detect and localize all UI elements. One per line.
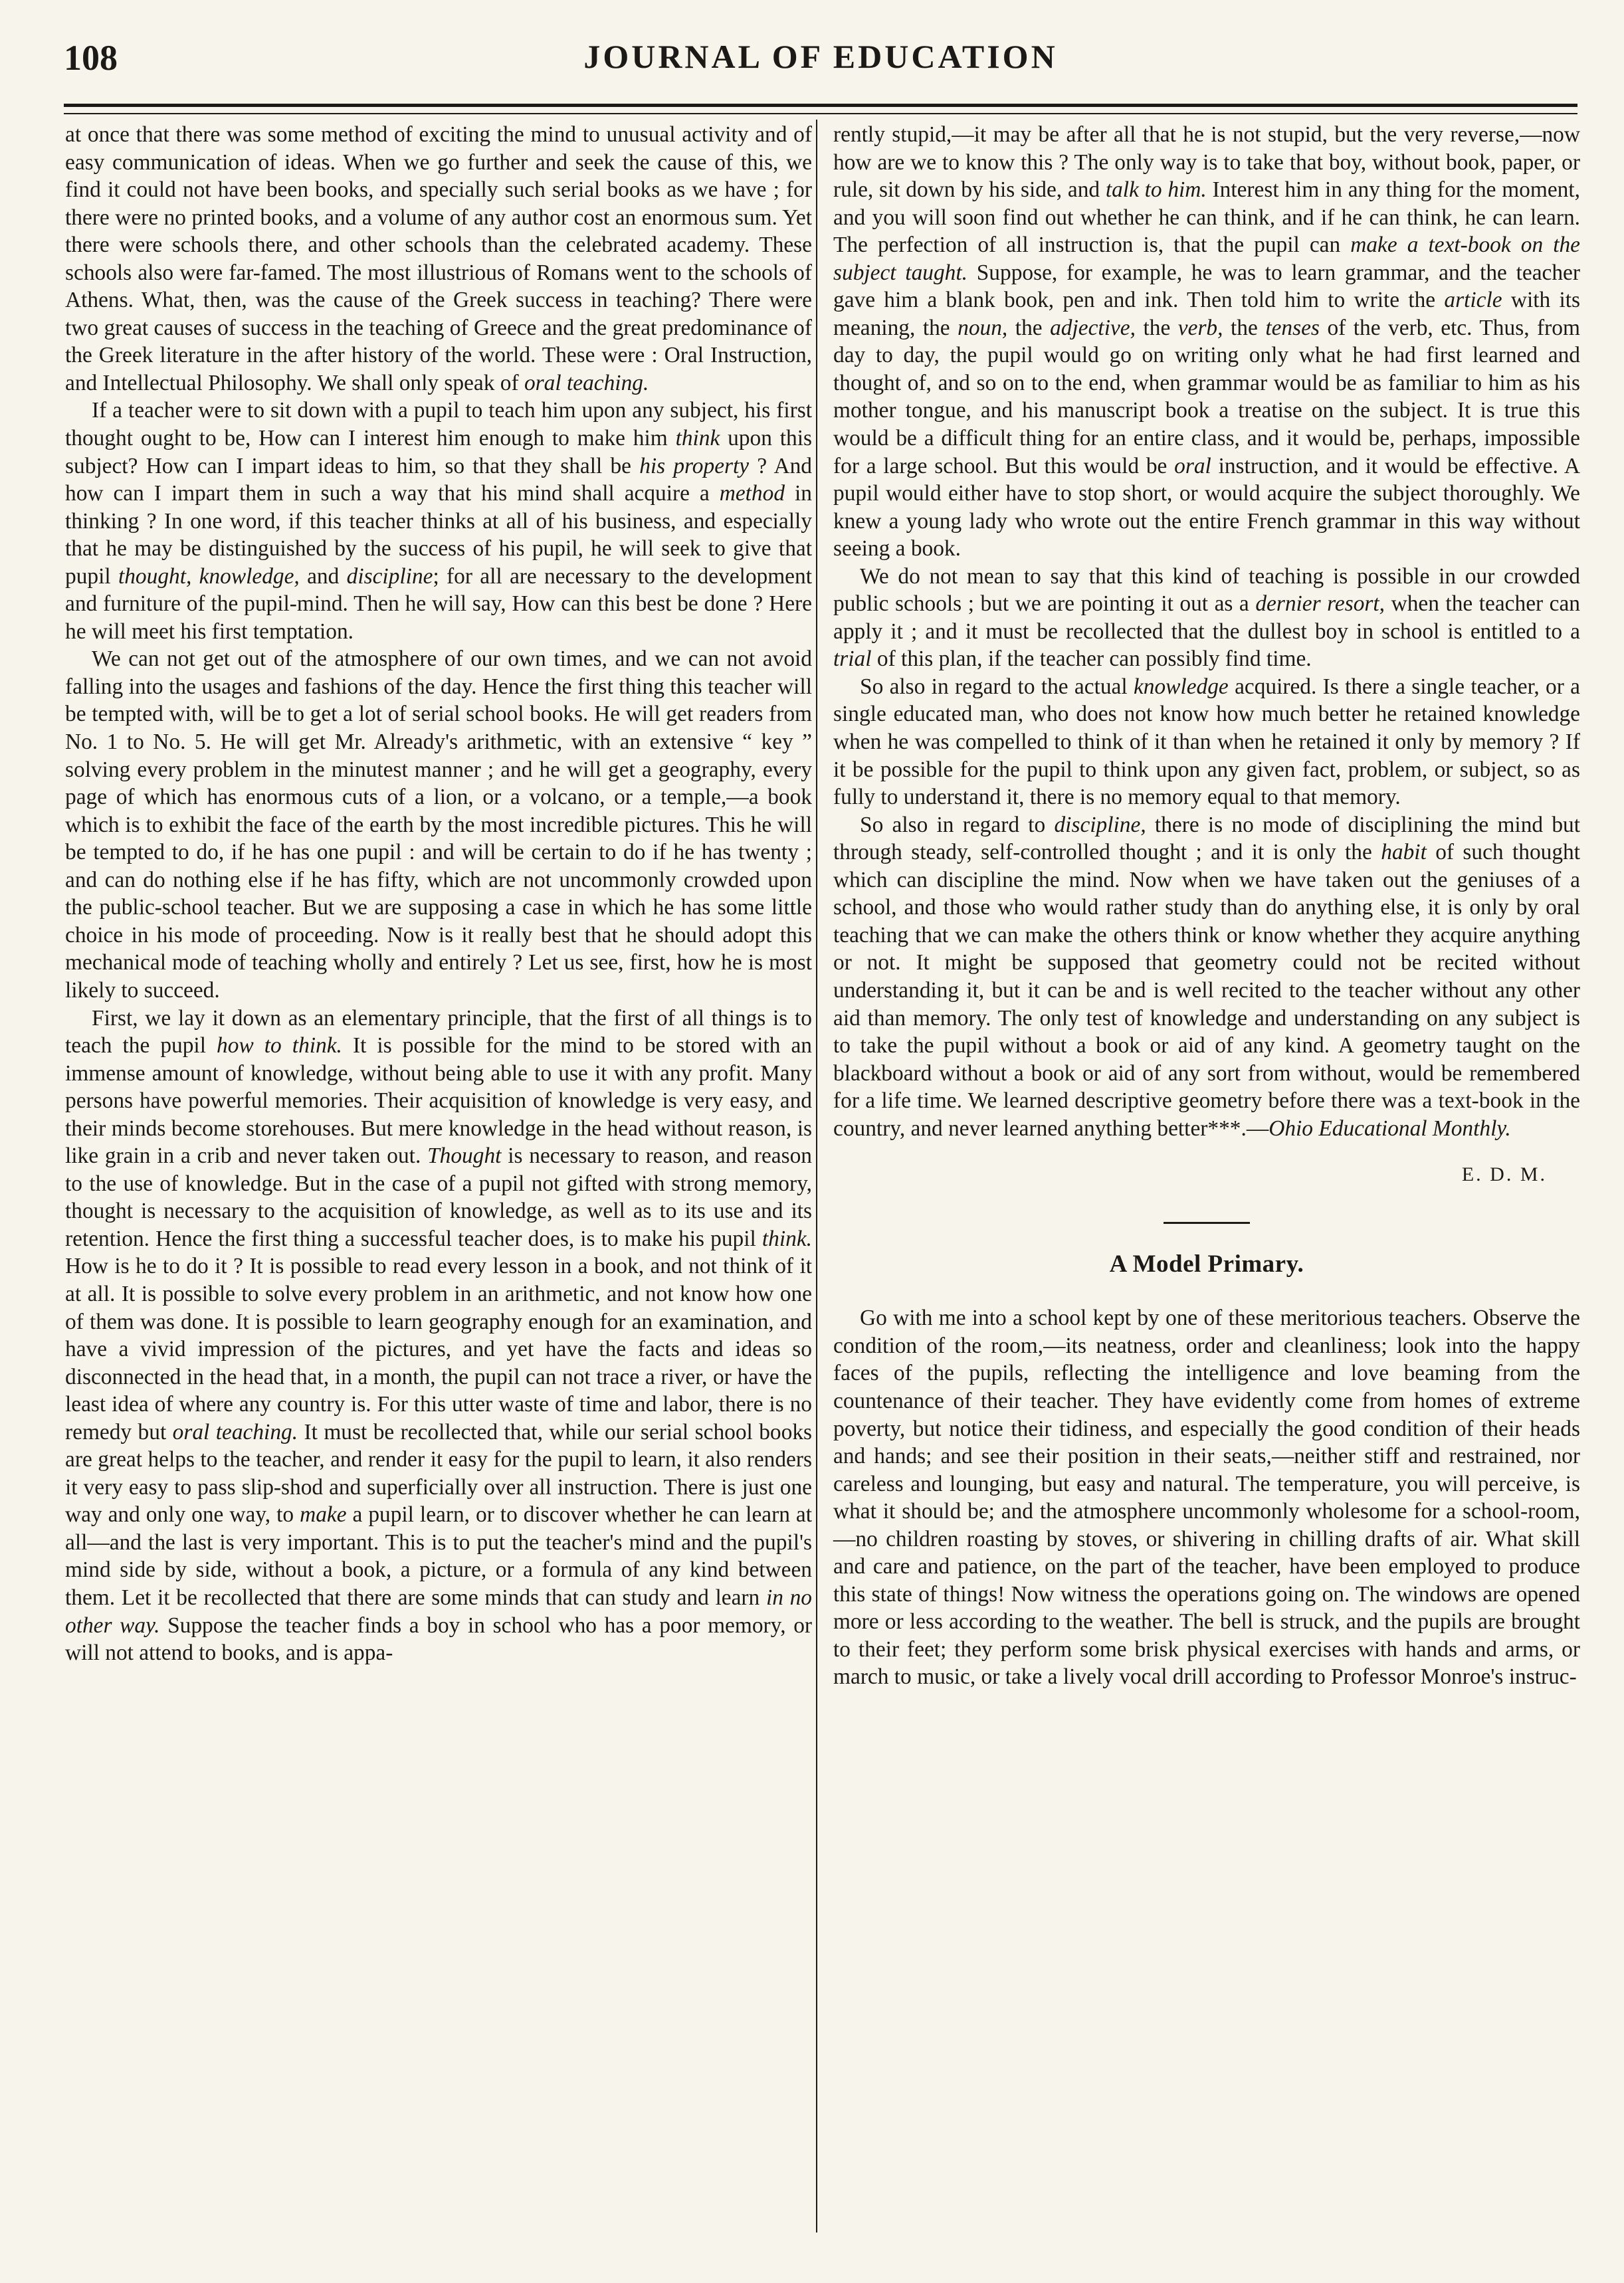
right-column — [833, 121, 1580, 1691]
header-rule-thin — [64, 113, 1577, 114]
paragraph: So also in regard to the actual knowledge acquired. Is there a single teacher, or a single educated man, who does not know how much better he retained knowledge when he was compelled to think of it than when he retained it only by memory ? If it be possible for the pupil to think upon any given fact, problem, or subject, so as fully to understand it, there is no memory equal to that memory. — [833, 674, 1580, 810]
author-signature: E. D. M. — [1461, 1163, 1547, 1186]
section-heading: A Model Primary. — [1109, 1250, 1304, 1278]
left-column — [65, 121, 812, 1667]
journal-title: JOURNAL OF EDUCATION — [583, 38, 1058, 75]
header-rule-thick — [64, 104, 1577, 107]
page-number: 108 — [64, 38, 118, 78]
paragraph: Go with me into a school kept by one of these meritorious teachers. Observe the condition of the room,—its neatness, order and cleanliness; look into the happy faces of the pupils, reflecting the intelligence and love beaming from the countenance of their teacher. They have evidently come from homes of extreme poverty, but notice their tidiness, and especially the good condition of their heads and hands; and see their position in their seats,—neither stiff and restrained, nor careless and lounging, but easy and natural. The temperature, you will perceive, is what it should be; and the atmosphere uncommonly wholesome for a school-room,—no children roasting by stoves, or shivering in chilling drafts of air. What skill and care and patience, on the part of the teacher, have been employed to produce this state of things! Now witness the operations going on. The windows are opened more or less according to the weather. The bell is struck, and the pupils are brought to their feet; they perform some brisk physical exercises with hands and arms, or march to music, or take a lively vocal drill according to Professor Monroe's instruc- — [833, 1306, 1580, 1690]
paragraph: We do not mean to say that this kind of teaching is possible in our crowded public schools ; but we are pointing it out as a dernier resort, when the teacher can apply it ; and it must be recollected that the dullest boy in school is entitled to a trial of this plan, if the teacher can possibly find time. — [833, 563, 1581, 672]
paragraph: If a teacher were to sit down with a pupil to teach him upon any subject, his first thought ought to be, How can I interest him enough to make him think upon this subject? How can I impart ideas to him, so that they shall be his property ? And how can I impart them in such a way that his mind shall acquire a method in thinking ? In one word, if this teacher thinks at all of his business, and especially that he may be distinguished by the success of his pupil, he will seek to give that pupil thought, knowledge, and discipline; for all are necessary to the development and furniture of the pupil-mind. Then he will say, How can this best be done ? Here he will meet his first temptation. — [65, 398, 812, 644]
paragraph: rently stupid,—it may be after all that he is not stupid, but the very reverse,—now how are we to know this ? The only way is to take that boy, without book, paper, or rule, sit down by his side, and talk to him. Interest him in any thing for the moment, and you will soon find out whether he can think, and if he can think, he can learn. The perfection of all instruction is, that the pupil can make a text-book on the subject taught. Suppose, for example, he was to learn grammar, and the teacher gave him a blank book, pen and ink. Then told him to write the article with its meaning, the noun, the adjective, the verb, the tenses of the verb, etc. Thus, from day to day, the pupil would go on writing only what he had first learned and thought of, and so on to the end, when grammar would be as familiar to him as his mother tongue, and his manuscript book a treatise on the subject. It is true this would be a difficult thing for an entire class, and it would be, perhaps, impossible for a large school. But this would be oral instruction, and it would be effective. A pupil would either have to stop short, or would acquire the subject thoroughly. We knew a young lady who wrote out the entire French grammar in this way without seeing a book. — [833, 122, 1580, 561]
page-header — [64, 24, 1577, 104]
column-divider — [816, 120, 817, 2233]
section-divider — [1164, 1222, 1250, 1224]
paragraph: First, we lay it down as an elementary principle, that the first of all things is to teach the pupil how to think. It is possible for the mind to be stored with an immense amount of knowledge, without being able to use it with any profit. Many persons have powerful memories. Their acquisition of knowledge is very easy, and their minds become storehouses. But mere knowledge in the head without reason, is like grain in a crib and never taken out. Thought is necessary to reason, and reason to the use of knowledge. But in the case of a pupil not gifted with strong memory, thought is necessary to the acquisition of knowledge, as well as to its use and its retention. Hence the first thing a successful teacher does, is to make his pupil think. How is he to do it ? It is possible to read every lesson in a book, and not think of it at all. It is possible to solve every problem in an arithmetic, and not know how one of them was done. It is possible to learn geography enough for an examination, and have a vivid impression of the pictures, and yet have the facts and ideas so disconnected in the head that, in a month, the pupil can not trace a river, or have the least idea of where any country is. For this utter waste of time and labor, there is no remedy but oral teaching. It must be recollected that, while our serial school books are great helps to the teacher, and render it easy for the pupil to learn, it also renders it very easy to pass slip-shod and superficially over all instruction. There is just one way and only one way, to make a pupil learn, or to discover whether he can learn at all—and the last is very important. This is to put the teacher's mind and the pupil's mind side by side, without a book, a picture, or a formula of any kind between them. Let it be recollected that there are some minds that can study and learn in no other way. Suppose the teacher finds a boy in school who has a poor memory, or will not attend to books, and is appa- — [65, 1005, 813, 1666]
paragraph: So also in regard to discipline, there is no mode of disciplining the mind but through steady, self-controlled thought ; and it is only the habit of such thought which can discipline the mind. Now when we have taken out the geniuses of a school, and those who would rather study than do anything else, it is only by oral teaching that we can make the others think or know whether they acquire anything or not. It might be supposed that geometry could not be recited without understanding it, but it can be and is well recited to the teacher without any other aid than memory. The only test of knowledge and understanding on any subject is to take the pupil without a book or aid of any kind. A geometry taught on the blackboard without a book or aid of any sort from without, would be remembered for a life time. We learned descriptive geometry before there was a text-book in the country, and never learned anything better***.—Ohio Educational Monthly. — [833, 812, 1580, 1141]
paragraph: We can not get out of the atmosphere of our own times, and we can not avoid falling into the usages and fashions of the day. Hence the first thing this teacher will be tempted with, will be to get a lot of serial school books. He will get readers from No. 1 to No. 5. He will get Mr. Already's arithmetic, with an extensive “ key ” solving every problem in the minutest manner ; and he will get a geography, every page of which has enormous cuts of a lion, or a volcano, or a temple,—a book which is to exhibit the face of the earth by the most incredible pictures. This he will be tempted to do, if he has one pupil : and will be certain to do if he has twenty ; and can do nothing else if he has fifty, which are not uncommonly crowded upon the public-school teacher. But we are supposing a case in which he has some little choice in his mode of proceeding. Now is it really best that he should adopt this mechanical mode of teaching wholly and entirely ? Let us see, first, how he is most likely to succeed. — [65, 646, 812, 1003]
paragraph: at once that there was some method of exciting the mind to unusual activity and of easy communication of ideas. When we go further and seek the cause of this, we find it could not have been books, and specially such serial books as we have ; for there were no printed books, and a volume of any author cost an enormous sum. Yet there were schools there, and other schools than the celebrated academy. These schools also were far-famed. The most illustrious of Romans went to the schools of Athens. What, then, was the cause of the Greek success in teaching? There were two great causes of success in the teaching of Greece and the great predominance of the Greek literature in the after history of the world. These were : Oral Instruction, and Intellectual Philosophy. We shall only speak of oral teaching. — [65, 122, 812, 395]
